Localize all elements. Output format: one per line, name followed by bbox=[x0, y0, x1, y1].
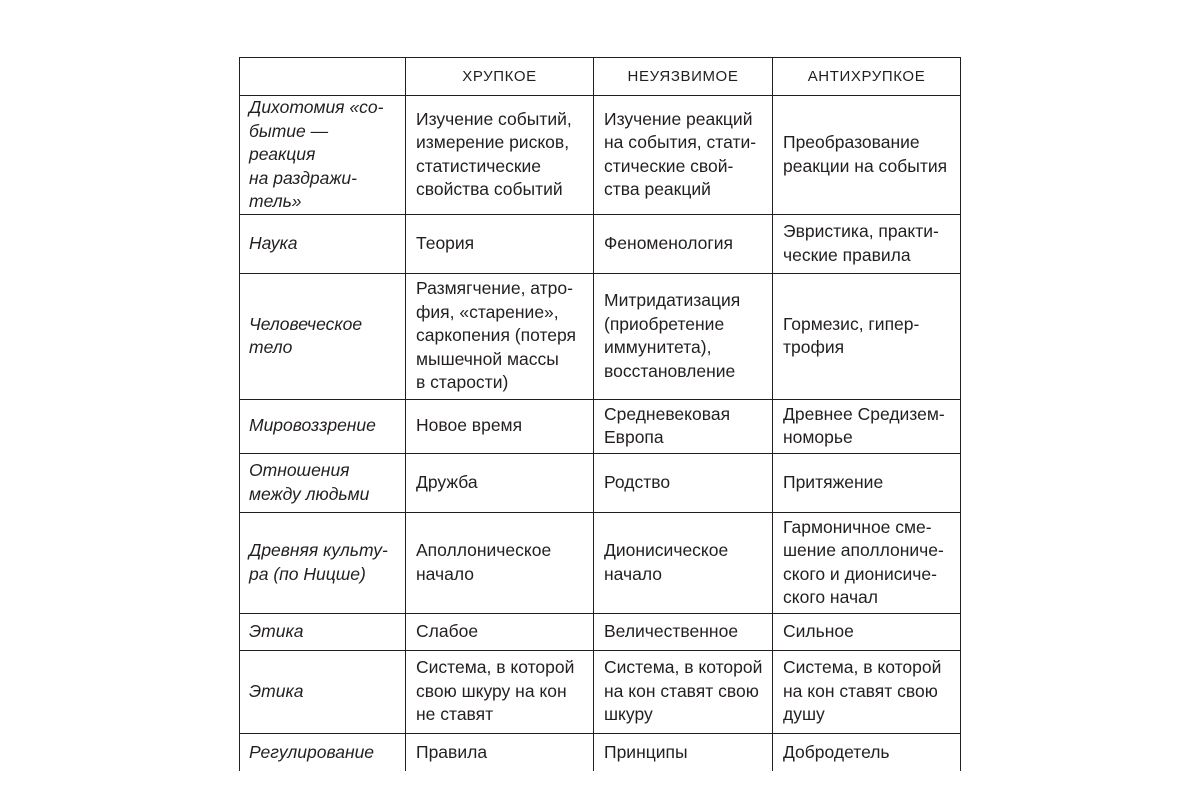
cell-robust: Система, в которой на кон ставят свою шкуру bbox=[594, 650, 773, 733]
cell-fragile: Аполлоническое начало bbox=[406, 512, 594, 613]
cell-antifragile: Преобразование реакции на события bbox=[773, 96, 961, 215]
cell-antifragile: Гормезис, гипер- трофия bbox=[773, 273, 961, 399]
cell-antifragile: Сильное bbox=[773, 613, 961, 650]
row-label: Наука bbox=[240, 214, 406, 273]
cell-robust: Средневековая Европа bbox=[594, 399, 773, 453]
table-row bbox=[240, 613, 961, 650]
cell-robust: Дионисическое начало bbox=[594, 512, 773, 613]
table-row bbox=[240, 214, 961, 273]
header-antifragile: АНТИХРУПКОЕ bbox=[773, 58, 961, 96]
cell-fragile: Правила bbox=[406, 733, 594, 771]
cell-antifragile: Древнее Средизем- номорье bbox=[773, 399, 961, 453]
table-row bbox=[240, 512, 961, 613]
cell-fragile: Система, в которой свою шкуру на кон не ставят bbox=[406, 650, 594, 733]
cell-fragile: Изучение событий, измерение рисков, статистические свойства событий bbox=[406, 96, 594, 215]
cell-robust: Феноменология bbox=[594, 214, 773, 273]
header-row bbox=[240, 58, 961, 96]
table-row bbox=[240, 273, 961, 399]
comparison-table bbox=[239, 57, 961, 771]
cell-antifragile: Эвристика, практи- ческие правила bbox=[773, 214, 961, 273]
cell-robust: Принципы bbox=[594, 733, 773, 771]
table-row bbox=[240, 650, 961, 733]
header-empty-cell bbox=[240, 58, 406, 96]
cell-fragile: Теория bbox=[406, 214, 594, 273]
table-row bbox=[240, 733, 961, 771]
table-row bbox=[240, 96, 961, 215]
cell-fragile: Дружба bbox=[406, 453, 594, 512]
cell-fragile: Новое время bbox=[406, 399, 594, 453]
cell-robust: Родство bbox=[594, 453, 773, 512]
cell-antifragile: Добродетель bbox=[773, 733, 961, 771]
cell-robust: Изучение реакций на события, стати- стические свой- ства реакций bbox=[594, 96, 773, 215]
row-label: Этика bbox=[240, 650, 406, 733]
table-row bbox=[240, 399, 961, 453]
cell-antifragile: Система, в которой на кон ставят свою душу bbox=[773, 650, 961, 733]
row-label: Этика bbox=[240, 613, 406, 650]
row-label: Человеческое тело bbox=[240, 273, 406, 399]
row-label: Отношения между людьми bbox=[240, 453, 406, 512]
comparison-table-container bbox=[239, 57, 960, 771]
cell-robust: Величественное bbox=[594, 613, 773, 650]
cell-fragile: Размягчение, атро- фия, «старение», саркопения (потеря мышечной массы в старости) bbox=[406, 273, 594, 399]
table-row bbox=[240, 453, 961, 512]
row-label: Древняя культу- ра (по Ницше) bbox=[240, 512, 406, 613]
row-label: Регулирование bbox=[240, 733, 406, 771]
cell-antifragile: Гармоничное сме- шение аполлониче- ского и дионисиче- ского начал bbox=[773, 512, 961, 613]
cell-antifragile: Притяжение bbox=[773, 453, 961, 512]
row-label: Мировоззрение bbox=[240, 399, 406, 453]
header-robust: НЕУЯЗВИМОЕ bbox=[594, 58, 773, 96]
cell-robust: Митридатизация (приобретение иммунитета), восстановление bbox=[594, 273, 773, 399]
header-fragile: ХРУПКОЕ bbox=[406, 58, 594, 96]
cell-fragile: Слабое bbox=[406, 613, 594, 650]
row-label: Дихотомия «со- бытие — реакция на раздражи- тель» bbox=[240, 96, 406, 215]
